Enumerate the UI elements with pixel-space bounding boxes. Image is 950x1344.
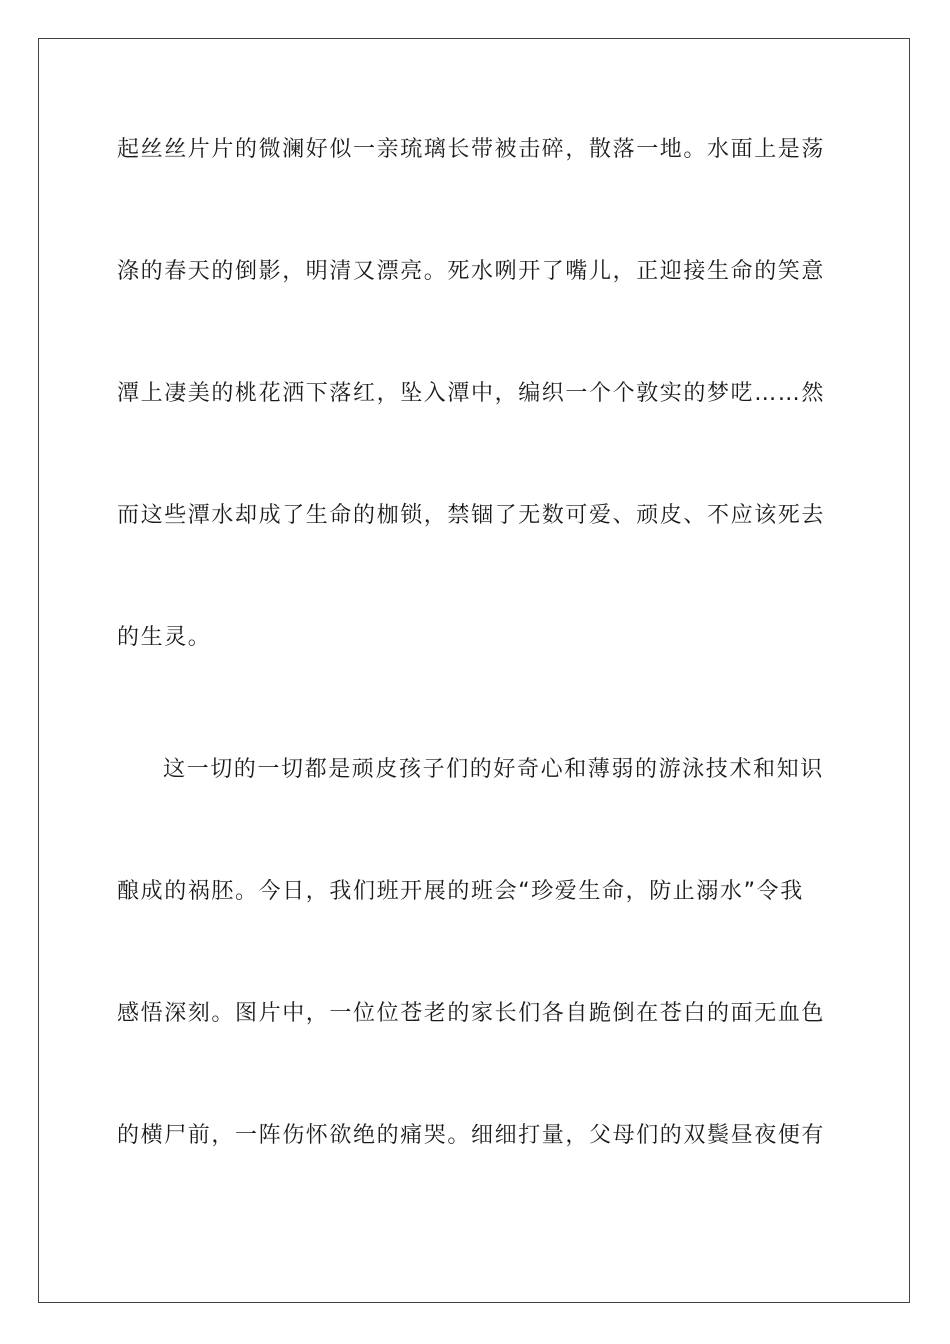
text-line-4: 而这些潭水却成了生命的枷锁，禁锢了无数可爱、顽皮、不应该死去 xyxy=(117,503,826,528)
page-border xyxy=(38,38,910,1303)
text-line-1: 起丝丝片片的微澜好似一亲琉璃长带被击碎，散落一地。水面上是荡 xyxy=(117,137,826,162)
text-line-5: 的生灵。 xyxy=(117,625,212,650)
text-line-8: 感悟深刻。图片中，一位位苍老的家长们各自跪倒在苍白的面无血色 xyxy=(117,1001,826,1026)
text-line-9: 的横尸前，一阵伤怀欲绝的痛哭。细细打量，父母们的双鬓昼夜便有 xyxy=(117,1123,826,1148)
text-line-6: 这一切的一切都是顽皮孩子们的好奇心和薄弱的游泳技术和知识 xyxy=(163,757,824,782)
text-line-3: 潭上凄美的桃花洒下落红，坠入潭中，编织一个个敦实的梦呓……然 xyxy=(117,381,826,406)
text-line-7: 酿成的祸胚。今日，我们班开展的班会“珍爱生命，防止溺水”令我 xyxy=(117,879,804,904)
text-line-2: 涤的春天的倒影，明清又漂亮。死水咧开了嘴儿，正迎接生命的笑意 xyxy=(117,259,826,284)
